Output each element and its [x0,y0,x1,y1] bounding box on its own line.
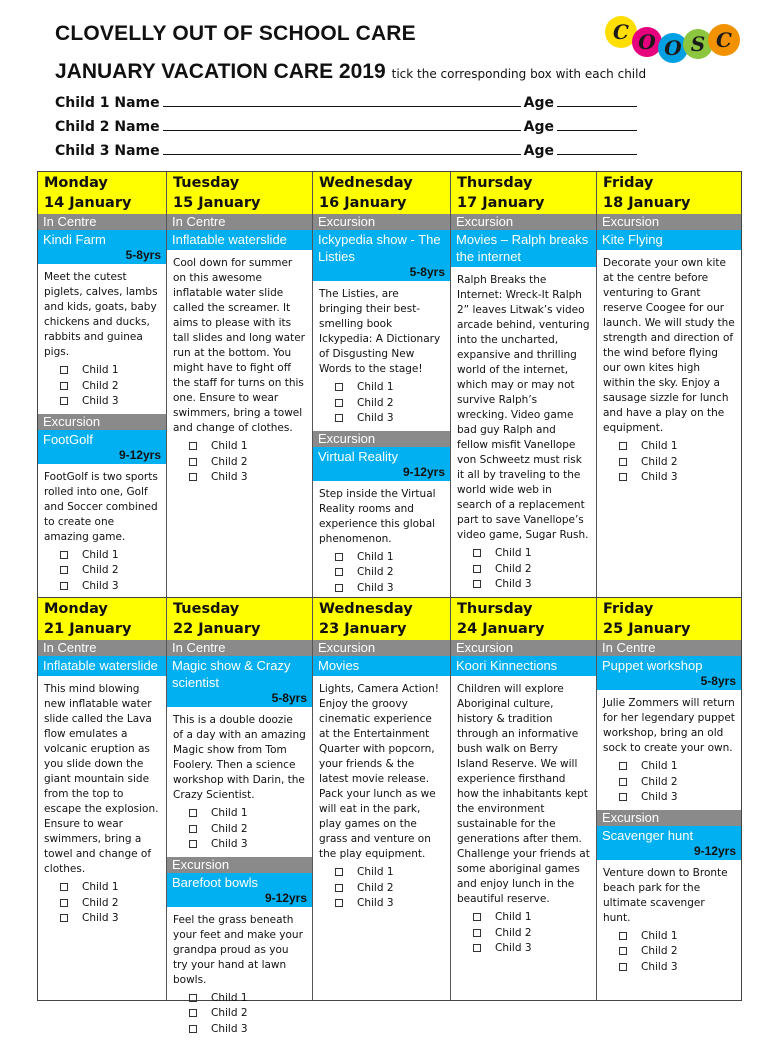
checkbox-group [597,756,741,810]
age-group: 9-12yrs [43,448,161,462]
child-1-row [55,95,640,111]
activity-description: Children will explore Aboriginal culture, history & tradition through an informative bush walk on Berry Island Reserve. We will experience firsthand how the inhabitants kept the environment sustainable for the generations after them. Challenge your friends at some aboriginal games and enjoy lunch in the beautiful reserve. [451,676,596,907]
activity-title [38,230,166,264]
activity-description: Feel the grass beneath your feet and make your grandpa proud as you try your hand at lawn bowls. [167,907,312,988]
activity-description: Ralph Breaks the Internet: Wreck-It Ralph 2” leaves Litwak’s video arcade behind, venturing into the uncharted, expansive and thrilling world of the internet, which may or may not survive Ralph’s wrecking. Video game bad guy Ralph and fellow misfit Vanellope von Schweetz must risk it all by traveling to the world wide web in search of a replacement part to save Vanellope’s video game, Sugar Rush. [451,267,596,543]
activity-title [38,656,166,676]
activity-title [451,656,596,676]
checkbox-box[interactable] [189,442,197,450]
checkbox-box[interactable] [619,762,627,770]
checkbox-label: Child 3 [357,412,394,424]
checkbox-box[interactable] [60,366,68,374]
child-checkbox[interactable] [167,837,312,853]
checkbox-label: Child 2 [357,397,394,409]
age-group: 9-12yrs [172,891,307,905]
day-date: 18 January [603,193,735,213]
child-checkbox[interactable] [38,363,166,379]
checkbox-label: Child 1 [82,364,119,376]
checkbox-label: Child 2 [82,897,119,909]
activity-title [167,873,312,907]
activity-type-label: In Centre [167,214,312,230]
child-checkbox[interactable] [313,380,450,396]
checkbox-group [38,360,166,414]
child-checkbox[interactable] [597,790,741,806]
logo-letter: S [691,32,705,56]
day-column [166,598,312,1000]
day-header [167,598,312,640]
checkbox-label: Child 3 [495,942,532,954]
child-checkbox[interactable] [38,896,166,912]
activity-title [597,826,741,860]
page-subtitle [55,60,646,84]
age-group: 5-8yrs [172,691,307,705]
checkbox-box[interactable] [473,549,481,557]
checkbox-box[interactable] [619,793,627,801]
checkbox-box[interactable] [60,899,68,907]
checkbox-label: Child 3 [82,395,119,407]
checkbox-box[interactable] [473,913,481,921]
checkbox-label: Child 1 [82,881,119,893]
activity-description: Lights, Camera Action! Enjoy the groovy cinematic experience at the Entertainment Quarter with popcorn, your friends & the latest movie release. Pack your lunch as we will eat in the park, play games on the grass and venture on the play equipment. [313,676,450,862]
activity-description: This is a double doozie of a day with an amazing Magic show from Tom Foolery. Then a science workshop with Darin, the Crazy Scientist. [167,707,312,803]
checkbox-label: Child 3 [211,838,248,850]
child-checkbox[interactable] [38,394,166,410]
child-checkbox[interactable] [313,896,450,912]
child-checkbox[interactable] [597,960,741,976]
activity-description: FootGolf is two sports rolled into one, Golf and Soccer combined to create one amazing game. [38,464,166,545]
checkbox-box[interactable] [473,944,481,952]
checkbox-label: Child 2 [357,882,394,894]
checkbox-box[interactable] [60,566,68,574]
checkbox-label: Child 1 [357,551,394,563]
child-checkbox[interactable] [451,926,596,942]
day-name: Tuesday [173,173,306,193]
checkbox-label: Child 3 [357,897,394,909]
activity-title [313,230,450,281]
subtitle-text: JANUARY VACATION CARE 2019 [55,60,386,83]
checkbox-label: Child 2 [82,564,119,576]
checkbox-box[interactable] [335,399,343,407]
day-date: 16 January [319,193,444,213]
activity-description: Meet the cutest piglets, calves, lambs and kids, goats, baby chickens and ducks, rabbits and guinea pigs. [38,264,166,360]
day-name: Tuesday [173,599,306,619]
checkbox-box[interactable] [189,1009,197,1017]
age-group: 5-8yrs [602,674,736,688]
child-checkbox[interactable] [597,929,741,945]
checkbox-label: Child 3 [641,471,678,483]
activity-name: Magic show & Crazy scientist [172,658,290,690]
checkbox-box[interactable] [335,568,343,576]
day-date: 21 January [44,619,160,639]
activity-type-label: In Centre [597,640,741,656]
child-name-label: Child 2 Name [55,119,160,135]
checkbox-label: Child 2 [357,566,394,578]
day-column [596,598,741,1000]
checkbox-group [167,436,312,490]
child-checkbox[interactable] [167,822,312,838]
child-checkbox[interactable] [597,439,741,455]
child-checkbox[interactable] [313,396,450,412]
day-name: Monday [44,173,160,193]
activity-description: Cool down for summer on this awesome inflatable water slide called the screamer. It aims to please with its tall slides and long water run at the bottom. You might have to fight off the staff for turns on this one. Ensure to wear swimmers, bring a towel and change of clothes. [167,250,312,436]
day-header [451,172,596,214]
activity-name: Scavenger hunt [602,828,693,843]
checkbox-box[interactable] [619,947,627,955]
checkbox-box[interactable] [335,383,343,391]
activity-title [167,230,312,250]
checkbox-box[interactable] [60,382,68,390]
age-label: Age [524,143,554,159]
day-date: 25 January [603,619,735,639]
age-line[interactable] [557,95,637,107]
day-name: Friday [603,173,735,193]
activity-type-label: In Centre [167,640,312,656]
child-checkbox[interactable] [38,548,166,564]
checkbox-box[interactable] [189,1025,197,1033]
checkbox-group [313,377,450,431]
day-name: Friday [603,599,735,619]
day-column [312,172,450,597]
age-group: 5-8yrs [43,248,161,262]
activity-title [597,230,741,250]
checkbox-label: Child 3 [495,578,532,590]
checkbox-box[interactable] [619,442,627,450]
child-checkbox[interactable] [597,470,741,486]
activity-type-label: Excursion [167,857,312,873]
day-column [38,172,166,597]
checkbox-label: Child 2 [211,1007,248,1019]
activity-type-label: Excursion [597,810,741,826]
activity-title [313,656,450,676]
checkbox-box[interactable] [60,397,68,405]
day-header [451,598,596,640]
activity-type-label: Excursion [451,214,596,230]
checkbox-box[interactable] [60,883,68,891]
day-column [166,172,312,597]
activity-description: Step inside the Virtual Reality rooms and experience this global phenomenon. [313,481,450,547]
activity-name: Puppet workshop [602,658,702,673]
child-checkbox[interactable] [38,563,166,579]
day-column [38,598,166,1000]
child-2-row [55,119,640,135]
child-checkbox[interactable] [313,565,450,581]
checkbox-label: Child 1 [357,381,394,393]
child-checkbox[interactable] [167,455,312,471]
child-name-line[interactable] [163,119,521,131]
checkbox-box[interactable] [60,582,68,590]
activity-title [313,447,450,481]
checkbox-box[interactable] [619,458,627,466]
instruction-text: tick the corresponding box with each child [392,67,646,81]
activity-type-label: Excursion [313,431,450,447]
checkbox-label: Child 3 [641,961,678,973]
checkbox-group [597,436,741,490]
child-checkbox[interactable] [313,881,450,897]
checkbox-label: Child 1 [211,440,248,452]
activity-title [38,430,166,464]
checkbox-box[interactable] [189,994,197,1002]
activity-title [167,656,312,707]
child-checkbox[interactable] [313,550,450,566]
checkbox-label: Child 2 [641,776,678,788]
checkbox-label: Child 2 [641,456,678,468]
child-checkbox[interactable] [167,439,312,455]
child-name-label: Child 1 Name [55,95,160,111]
activity-type-label: Excursion [597,214,741,230]
child-checkbox[interactable] [597,775,741,791]
activity-type-label: In Centre [38,214,166,230]
child-checkbox[interactable] [313,411,450,427]
day-header [38,172,166,214]
day-header [167,172,312,214]
checkbox-label: Child 3 [82,912,119,924]
checkbox-box[interactable] [189,825,197,833]
day-date: 17 January [457,193,590,213]
day-name: Wednesday [319,173,444,193]
activity-name: Inflatable waterslide [43,658,158,673]
checkbox-label: Child 1 [82,549,119,561]
checkbox-box[interactable] [473,929,481,937]
checkbox-label: Child 2 [211,823,248,835]
day-date: 23 January [319,619,444,639]
activity-type-label: Excursion [451,640,596,656]
checkbox-box[interactable] [335,899,343,907]
checkbox-box[interactable] [619,473,627,481]
checkbox-label: Child 2 [211,456,248,468]
child-3-row [55,143,640,159]
child-checkbox[interactable] [451,577,596,593]
activity-name: Inflatable waterslide [172,232,287,247]
day-header [313,598,450,640]
checkbox-label: Child 1 [641,760,678,772]
checkbox-group [167,988,312,1041]
activity-description: The Listies, are bringing their best-smelling book Ickypedia: A Dictionary of Disgusting New Words to the stage! [313,281,450,377]
activity-title [451,230,596,267]
activity-name: Kite Flying [602,232,663,247]
logo-letter: C [716,28,732,52]
child-checkbox[interactable] [167,470,312,486]
checkbox-label: Child 1 [495,547,532,559]
day-date: 15 January [173,193,306,213]
activity-name: Virtual Reality [318,449,398,464]
activity-name: Movies [318,658,359,673]
checkbox-label: Child 1 [495,911,532,923]
day-header [597,172,741,214]
checkbox-box[interactable] [189,809,197,817]
day-name: Thursday [457,599,590,619]
day-date: 14 January [44,193,160,213]
day-name: Monday [44,599,160,619]
checkbox-box[interactable] [189,473,197,481]
checkbox-box[interactable] [335,414,343,422]
day-date: 22 January [173,619,306,639]
child-checkbox[interactable] [451,562,596,578]
activity-name: FootGolf [43,432,93,447]
age-line[interactable] [557,143,637,155]
activity-type-label: Excursion [38,414,166,430]
activity-type-label: Excursion [313,214,450,230]
checkbox-box[interactable] [60,551,68,559]
checkbox-label: Child 3 [641,791,678,803]
child-checkbox[interactable] [451,910,596,926]
checkbox-group [451,543,596,597]
day-column [450,598,596,1000]
activity-name: Kindi Farm [43,232,106,247]
child-checkbox[interactable] [38,379,166,395]
child-name-label: Child 3 Name [55,143,160,159]
child-checkbox[interactable] [313,581,450,597]
checkbox-box[interactable] [60,914,68,922]
checkbox-box[interactable] [189,840,197,848]
day-date: 24 January [457,619,590,639]
checkbox-label: Child 1 [211,992,248,1004]
child-checkbox[interactable] [38,579,166,595]
age-line[interactable] [557,119,637,131]
checkbox-label: Child 2 [495,927,532,939]
checkbox-group [597,926,741,980]
checkbox-box[interactable] [619,963,627,971]
checkbox-group [38,545,166,599]
day-name: Thursday [457,173,590,193]
activity-description: Decorate your own kite at the centre before venturing to Grant reserve Coogee for our launch. We will study the strength and direction of the wind before flying our own kites high within the sky. Enjoy a sausage sizzle for lunch and have a play on the equipment. [597,250,741,436]
age-group: 9-12yrs [318,465,445,479]
checkbox-box[interactable] [619,932,627,940]
age-label: Age [524,95,554,111]
day-column [596,172,741,597]
child-checkbox[interactable] [38,911,166,927]
child-checkbox[interactable] [451,941,596,957]
checkbox-group [313,862,450,916]
child-checkbox[interactable] [167,806,312,822]
coosc-logo [603,12,743,74]
page-title: CLOVELLY OUT OF SCHOOL CARE [55,22,416,46]
day-header [597,598,741,640]
activity-description: This mind blowing new inflatable water slide called the Lava flow emulates a volcanic eruption as you slide down the giant mountain side from the top to escape the explosion. Ensure to wear swimmers, bring a towel and change of clothes. [38,676,166,877]
logo-letter: O [638,30,656,54]
checkbox-box[interactable] [189,458,197,466]
day-column [312,598,450,1000]
checkbox-label: Child 1 [641,930,678,942]
schedule-grid [37,171,742,1001]
child-checkbox[interactable] [597,455,741,471]
child-checkbox[interactable] [597,759,741,775]
activity-description: Venture down to Bronte beach park for the ultimate scavenger hunt. [597,860,741,926]
checkbox-label: Child 3 [82,580,119,592]
checkbox-box[interactable] [473,580,481,588]
activity-name: Barefoot bowls [172,875,258,890]
activity-name: Movies – Ralph breaks the internet [456,232,588,264]
checkbox-label: Child 2 [82,380,119,392]
day-header [38,598,166,640]
checkbox-label: Child 2 [641,945,678,957]
day-header [313,172,450,214]
checkbox-box[interactable] [335,584,343,592]
checkbox-label: Child 2 [495,563,532,575]
checkbox-box[interactable] [335,868,343,876]
activity-description: Julie Zommers will return for her legendary puppet workshop, bring an old sock to create your own. [597,690,741,756]
checkbox-label: Child 3 [357,582,394,594]
week-row [38,172,741,597]
day-name: Wednesday [319,599,444,619]
logo-letter: O [664,36,682,60]
child-checkbox[interactable] [38,880,166,896]
checkbox-label: Child 3 [211,471,248,483]
child-checkbox[interactable] [597,944,741,960]
checkbox-label: Child 1 [357,866,394,878]
activity-title [597,656,741,690]
checkbox-label: Child 1 [211,807,248,819]
child-name-line[interactable] [163,95,521,107]
child-checkbox[interactable] [167,991,312,1007]
checkbox-box[interactable] [619,778,627,786]
age-group: 5-8yrs [318,265,445,279]
child-checkbox[interactable] [313,865,450,881]
age-group: 9-12yrs [602,844,736,858]
child-checkbox[interactable] [167,1006,312,1022]
checkbox-label: Child 3 [211,1023,248,1035]
checkbox-group [38,877,166,931]
checkbox-group [313,547,450,601]
logo-letter: C [613,20,629,44]
age-label: Age [524,119,554,135]
week-row [38,597,741,1000]
checkbox-box[interactable] [335,884,343,892]
checkbox-label: Child 1 [641,440,678,452]
day-column [450,172,596,597]
checkbox-group [167,803,312,857]
activity-type-label: In Centre [38,640,166,656]
activity-type-label: Excursion [313,640,450,656]
child-name-line[interactable] [163,143,521,155]
checkbox-group [451,907,596,961]
activity-name: Koori Kinnections [456,658,557,673]
checkbox-box[interactable] [335,553,343,561]
child-checkbox[interactable] [167,1022,312,1038]
checkbox-box[interactable] [473,565,481,573]
activity-name: Ickypedia show - The Listies [318,232,441,264]
child-checkbox[interactable] [451,546,596,562]
